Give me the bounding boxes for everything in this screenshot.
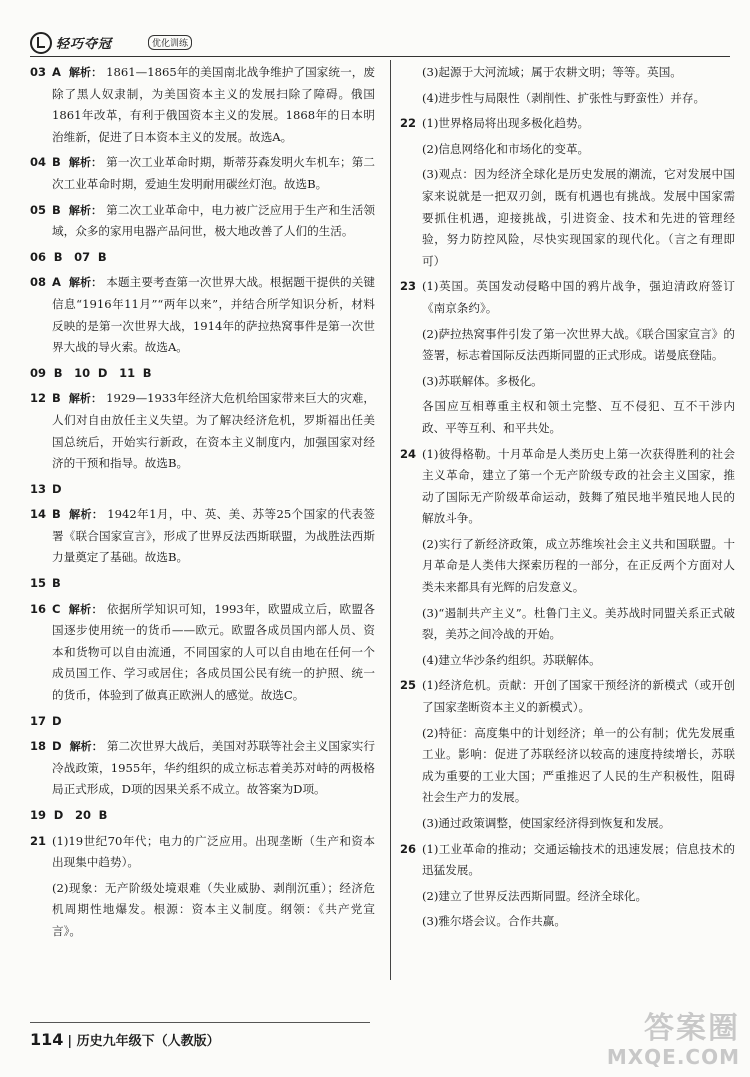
answer-body: [52, 62, 375, 148]
question-number: 07: [74, 249, 91, 264]
brand-title: 轻巧夺冠: [56, 37, 113, 52]
question-number: 13: [30, 481, 47, 496]
answer-entry: [30, 200, 375, 243]
watermark: [607, 1012, 740, 1068]
answer-body: [52, 599, 375, 707]
answer-choice: B: [52, 202, 61, 217]
answer-entry: [30, 152, 375, 195]
page-number: 114: [30, 1030, 64, 1049]
answer-part: (2)现象：无产阶级处境艰难（失业威胁、剥削沉重）；经济危机周期性地爆发。根源：资本主义制度。纲领：《共产党宣言》。: [52, 880, 375, 938]
answer-part: (2)实行了新经济政策，成立苏维埃社会主义共和国联盟。十月革命是人类伟大探索历程的一部分，在正反两个方面对人类未来都具有光辉的启发意义。: [422, 536, 735, 595]
answer-choice: B: [52, 391, 61, 406]
answer-choice: B: [53, 249, 63, 264]
question-number: 03: [30, 65, 47, 79]
column-divider: [390, 60, 391, 980]
answer-body: [52, 200, 375, 243]
answer-entry: [400, 113, 735, 272]
analysis-text: 依据所学知识可知，1993年，欧盟成立后，欧盟各国逐步使用统一的货币——欧元。欧盟各成员国内部人员、资本和货物可以自由流通，不同国家的人可以自由地在任何一个成员国工作、学习或居住；各成员国公民有统一的护照、统一的货币，体验到了做真正欧洲人的感觉。故选C。: [52, 601, 375, 703]
answer-part: (4)进步性与局限性（剥削性、扩张性与野蛮性）并存。: [422, 90, 706, 105]
answer-part: (2)特征：高度集中的计划经济；单一的公有制；优先发展重工业。影响：促进了苏联经济以较高的速度持续增长，苏联成为重要的工业大国；严重推迟了人民的生产积极性，阻碍社会生产力的发展。: [422, 725, 735, 805]
question-number: 06: [30, 249, 47, 264]
left-column: [30, 62, 375, 947]
watermark-url: MXQE.COM: [606, 1045, 740, 1069]
analysis-text: 本题主要考查第一次世界大战。根据题干提供的关键信息“1916年11月”“两年以来”，并结合所学知识分析，材料反映的是第一次世界大战，1914年的萨拉热窝事件是第一次世界大战的导火索。故选A。: [52, 275, 375, 355]
answer-entry: [400, 675, 735, 834]
question-number: 16: [30, 601, 47, 616]
question-number: 26: [400, 841, 417, 856]
footer-divider: [30, 1022, 370, 1023]
answer-part: (1)工业革命的推动；交通运输技术的迅速发展；信息技术的迅猛发展。: [422, 841, 735, 878]
answer-body: [52, 504, 375, 569]
answer-choice: B: [98, 808, 108, 822]
question-number: 17: [30, 713, 47, 728]
answer-entry: [30, 388, 375, 474]
question-number: 10: [74, 365, 91, 380]
answer-choice: D: [52, 713, 62, 728]
question-number: 11: [119, 365, 136, 380]
answer-part: (3)“遏制共产主义”。杜鲁门主义。美苏战时同盟关系正式破裂，美苏之间冷战的开始。: [422, 605, 735, 642]
question-number: 08: [30, 275, 47, 290]
analysis-label: 解析：: [68, 66, 103, 79]
answer-entry: [400, 276, 735, 439]
answer-part: (2)萨拉热窝事件引发了第一次世界大战。《联合国家宣言》的签署，标志着国际反法西斯同盟的正式形成。诺曼底登陆。: [422, 326, 735, 363]
answer-body: [52, 711, 375, 733]
answer-part: (2)建立了世界反法西斯同盟。经济全球化。: [422, 888, 648, 903]
answer-part: (1)世界格局将出现多极化趋势。: [422, 116, 590, 131]
answer-choice: B: [52, 155, 61, 170]
logo-icon: [30, 32, 52, 54]
answer-entry: [30, 479, 375, 501]
analysis-text: 1942年1月，中、英、美、苏等25个国家的代表签署《联合国家宣言》，形成了世界反法西斯联盟，为战胜法西斯力量奠定了基础。故选B。: [52, 507, 375, 565]
answer-entry: [30, 573, 375, 595]
analysis-text: 1929—1933年经济大危机给国家带来巨大的灾难，人们对自由放任主义失望。为了解决经济危机，罗斯福出任美国总统后，开始实行新政，在资本主义制度内，加强国家对经济的干预和指导。故选B。: [52, 391, 376, 471]
answer-choice: B: [142, 365, 152, 380]
analysis-label: 解析：: [68, 602, 103, 616]
answer-part: (2)信息网络化和市场化的变革。: [422, 141, 590, 156]
answer-part: (3)苏联解体。多极化。: [422, 373, 543, 388]
answer-choice: A: [52, 65, 61, 79]
analysis-label: 解析：: [68, 156, 103, 170]
header-divider: [30, 56, 730, 57]
question-number: 04: [30, 155, 47, 170]
answer-part: (3)雅尔塔会议。合作共赢。: [422, 914, 566, 929]
answer-row: [30, 805, 375, 827]
question-number: 09: [30, 365, 47, 380]
answer-choice: D: [97, 365, 108, 380]
answer-body: [52, 573, 375, 595]
question-number: 23: [400, 279, 417, 294]
question-number: 20: [74, 808, 91, 822]
answer-body: [52, 388, 375, 474]
answer-entry: [400, 444, 735, 672]
analysis-text: 第二次世界大战后，美国对苏联等社会主义国家实行冷战政策，1955年，华约组织的成立标志着美苏对峙的两极格局正式形成，D项的因果关系不成立。故答案为D项。: [52, 739, 375, 797]
answer-part: (1)19世纪70年代；电力的广泛应用。出现垄断（生产和资本出现集中趋势）。: [52, 833, 375, 870]
analysis-label: 解析：: [68, 276, 103, 290]
analysis-label: 解析：: [68, 508, 104, 522]
answer-choice: B: [52, 576, 61, 591]
answer-part: (1)经济危机。贡献：开创了国家干预经济的新模式（或开创了国家垄断资本主义的新模式）。: [422, 678, 735, 715]
answer-choice: B: [97, 249, 107, 264]
answer-body: [52, 272, 375, 358]
answer-part: (3)观点：因为经济全球化是历史发展的潮流，它对发展中国家来说就是一把双刃剑，既有机遇也有挑战。发展中国家需要抓住机遇，迎接挑战，引进资金、技术和先进的管理经验，努力防控风险，尽快实现国家的现代化。（言之有理即可）: [422, 167, 735, 268]
watermark-cn: 答案圈: [644, 1011, 740, 1046]
answer-choice: C: [52, 601, 61, 616]
page-footer: 114 | 历史九年级下（人教版）: [30, 1030, 220, 1049]
question-number: 12: [30, 391, 47, 406]
analysis-text: 1861—1865年的美国南北战争维护了国家统一，废除了黑人奴隶制，为美国资本主义的发展扫除了障碍。俄国1861年改革，有利于俄国资本主义的发展。1868年的日本明治维新，促进了日本资本主义的发展。故选A。: [52, 65, 375, 144]
answer-body: [52, 479, 375, 501]
answer-entry: [30, 736, 375, 801]
question-number: 22: [400, 116, 417, 131]
answer-choice: A: [52, 275, 61, 290]
answer-choice: D: [52, 481, 62, 496]
answer-part: (4)建立华沙条约组织。苏联解体。: [422, 652, 601, 667]
question-number: 18: [30, 739, 47, 754]
answer-row: [30, 363, 375, 385]
book-title: 历史九年级下（人教版）: [76, 1034, 220, 1049]
series-badge: 优化训练: [148, 35, 192, 50]
analysis-label: 解析：: [68, 203, 103, 217]
answer-choice: D: [53, 808, 64, 822]
answer-choice: D: [52, 739, 62, 754]
answer-entry: [30, 272, 375, 358]
answer-entry: [400, 62, 735, 109]
answer-body: [52, 736, 375, 801]
answer-row: [30, 247, 375, 269]
question-number: 25: [400, 678, 417, 693]
answer-entry: [30, 711, 375, 733]
question-number: 21: [30, 833, 47, 848]
answer-part: (1)彼得格勒。十月革命是人类历史上第一次获得胜利的社会主义革命，建立了第一个无产阶级专政的社会主义国家，推动了国际无产阶级革命运动，鼓舞了殖民地半殖民地人民的解放斗争。: [422, 446, 735, 526]
answer-choice: B: [52, 507, 61, 522]
answer-entry: [30, 831, 375, 943]
answer-entry: [30, 62, 375, 148]
answer-entry: [30, 504, 375, 569]
answer-part: (3)通过政策调整，使国家经济得到恢复和发展。: [422, 816, 671, 830]
question-number: 19: [30, 808, 47, 822]
analysis-text: 第二次工业革命中，电力被广泛应用于生产和生活领域，众多的家用电器产品问世，极大地改善了人们的生活。: [52, 202, 375, 239]
answer-body: [52, 152, 375, 195]
answer-choice: B: [53, 365, 63, 380]
analysis-label: 解析：: [69, 740, 103, 754]
question-number: 15: [30, 576, 47, 591]
answer-part: 各国应互相尊重主权和领土完整、互不侵犯、互不干涉内政、平等互利、和平共处。: [422, 399, 735, 435]
answer-entry: [30, 599, 375, 707]
question-number: 14: [30, 507, 47, 522]
analysis-text: 第一次工业革命时期，斯蒂芬森发明火车机车；第二次工业革命时期，爱迪生发明耐用碳丝灯泡。故选B。: [52, 155, 375, 191]
right-column: [400, 62, 735, 937]
analysis-label: 解析：: [68, 392, 103, 406]
answer-entry: [400, 839, 735, 933]
answer-part: (3)起源于大河流域；属于农耕文明；等等。英国。: [422, 65, 682, 79]
page-header: [30, 30, 730, 54]
question-number: 05: [30, 202, 47, 217]
question-number: 24: [400, 446, 417, 461]
answer-part: (1)英国。英国发动侵略中国的鸦片战争，强迫清政府签订《南京条约》。: [422, 279, 735, 315]
